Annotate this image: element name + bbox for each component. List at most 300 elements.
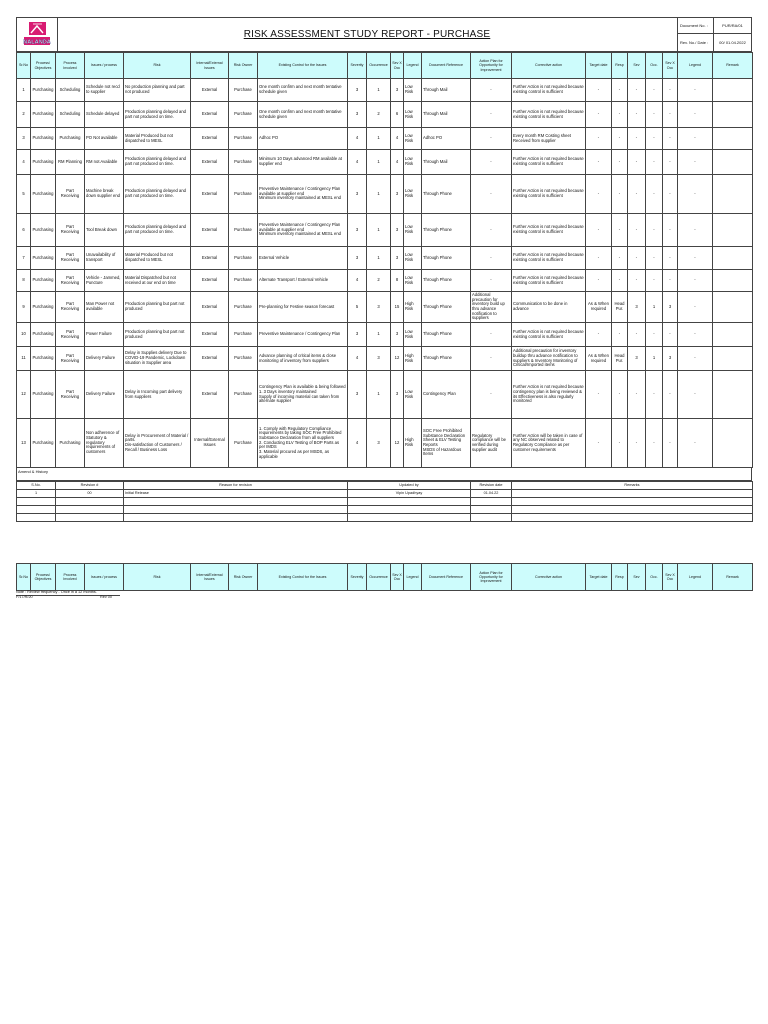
revision-cell-empty [512, 506, 753, 514]
cell-sev-x-occ: 4 [391, 128, 404, 150]
cell-revised-sev-x-occ: - [663, 419, 678, 468]
revision-cell-remarks [512, 490, 753, 498]
cell-document-reference: Through Phone [422, 323, 471, 347]
cell-revised-legend: - [678, 214, 713, 247]
cell-issue-type: External [191, 150, 229, 175]
cell-action-plan: - [471, 347, 512, 371]
cell-severity: 3 [348, 247, 367, 270]
column-header-corrective-action: Corrective action [512, 53, 586, 79]
column-header-corrective-action: Corrective action [512, 564, 586, 591]
cell-revised-legend: - [678, 150, 713, 175]
cell-target-date: - [586, 419, 612, 468]
cell-revised-sev-x-occ: - [663, 323, 678, 347]
risk-row [17, 292, 753, 323]
cell-revised-occ: - [646, 214, 663, 247]
cell-existing-control: Contingency Plan is available & being followed 1. 3 Days inventory maintained Supply of incoming material can taken from alternate supplier [258, 371, 348, 419]
cell-sr-no: 2 [17, 102, 31, 128]
revision-row [17, 490, 753, 498]
column-header-risk: Risk [124, 564, 191, 591]
cell-process-involved: Part Receiving [56, 371, 85, 419]
cell-corrective-action: Further Action is not required because existing control is sufficient [512, 270, 586, 292]
cell-risk: Production planning delayed and part not produced on time. [124, 214, 191, 247]
cell-revised-legend: - [678, 270, 713, 292]
cell-target-date: - [586, 79, 612, 102]
cell-risk-owner: Purchase [229, 419, 258, 468]
revision-header-updated-by: Updated by [348, 482, 471, 490]
cell-responsibility: - [612, 371, 628, 419]
cell-sev-x-occ: 4 [391, 150, 404, 175]
cell-revised-legend: - [678, 79, 713, 102]
cell-severity: 5 [348, 292, 367, 323]
revision-cell-revision-date: 01.04.22 [471, 490, 512, 498]
cell-document-reference: Through Mail [422, 102, 471, 128]
cell-process-involved: Part Receiving [56, 323, 85, 347]
report-title: RISK ASSESSMENT STUDY REPORT - PURCHASE [243, 29, 491, 40]
cell-occurrence: 1 [367, 128, 391, 150]
cell-risk-owner: Purchase [229, 102, 258, 128]
cell-occurrence: 1 [367, 150, 391, 175]
revision-cell-updated-by: Vipin Upadhyay [348, 490, 471, 498]
cell-legend: High Risk [404, 347, 422, 371]
cell-issue: PO Not available [85, 128, 124, 150]
cell-revised-sev: - [628, 79, 646, 102]
cell-responsibility: - [612, 247, 628, 270]
cell-issue: Delivery Failure [85, 371, 124, 419]
cell-revised-sev-x-occ: - [663, 150, 678, 175]
column-header-occurrence: Occurrence [367, 53, 391, 79]
revision-cell-empty [17, 514, 56, 522]
risk-row [17, 323, 753, 347]
column-header-legend: Legend [404, 53, 422, 79]
cell-revised-occ: - [646, 79, 663, 102]
cell-responsibility: - [612, 214, 628, 247]
cell-issue: Machine break down supplier end [85, 175, 124, 214]
column-header-responsibility: Resp [612, 53, 628, 79]
cell-legend: High Risk [404, 292, 422, 323]
risk-row [17, 150, 753, 175]
cell-revised-sev: - [628, 150, 646, 175]
cell-action-plan: - [471, 247, 512, 270]
cell-corrective-action: Further Action will be taken in case of any NC observed related to Regulatory Compliance as per customer requirements [512, 419, 586, 468]
cell-corrective-action: Further Action is not required because existing control is sufficient [512, 79, 586, 102]
cell-action-plan: - [471, 270, 512, 292]
cell-issue-type: Internal/External Issues [191, 419, 229, 468]
cell-legend: Low Risk [404, 150, 422, 175]
cell-revised-occ: - [646, 419, 663, 468]
cell-sev-x-occ: 3 [391, 175, 404, 214]
cell-severity: 3 [348, 214, 367, 247]
cell-risk: Production planning delayed and part not produced on time. [124, 102, 191, 128]
cell-document-reference: Through Mail [422, 79, 471, 102]
form-footer [16, 595, 120, 601]
column-header-document-reference: Document Reference [422, 564, 471, 591]
cell-sev-x-occ: 12 [391, 347, 404, 371]
cell-process-involved: Part Receiving [56, 175, 85, 214]
column-header-revised-occ: Occ. [646, 564, 663, 591]
cell-corrective-action: Further Action is not required because existing control is sufficient [512, 323, 586, 347]
cell-process-involved: RM Planning [56, 150, 85, 175]
cell-risk-owner: Purchase [229, 79, 258, 102]
cell-risk: Delay in Procurement of Material / parts. Dis-satisfaction of Customers / Recall / Business Loss [124, 419, 191, 468]
column-header-responsibility: Resp [612, 564, 628, 591]
cell-sr-no: 11 [17, 347, 31, 371]
column-header-legend: Legend [404, 564, 422, 591]
cell-revised-sev: - [628, 247, 646, 270]
cell-action-plan: Additional precaution for inventory build up thru advance notification to suppliers [471, 292, 512, 323]
revision-cell-empty [348, 506, 471, 514]
cell-issue-type: External [191, 79, 229, 102]
cell-responsibility: - [612, 175, 628, 214]
cell-remark [713, 247, 753, 270]
cell-remark [713, 150, 753, 175]
column-header-revised-legend: Legend [678, 564, 713, 591]
cell-existing-control: Preventive Maintenance / Contingency Plan [258, 323, 348, 347]
cell-process-objectives: Purchasing [31, 175, 56, 214]
cell-legend: Low Risk [404, 102, 422, 128]
cell-sr-no: 7 [17, 247, 31, 270]
cell-target-date: As & When required [586, 347, 612, 371]
cell-legend: Low Risk [404, 247, 422, 270]
cell-process-involved: Scheduling [56, 102, 85, 128]
cell-risk-owner: Purchase [229, 214, 258, 247]
column-header-action-plan: Action Plan for Opportunity for Improvement [471, 564, 512, 591]
cell-severity: 4 [348, 270, 367, 292]
column-header-target-date: Target date [586, 564, 612, 591]
cell-remark [713, 128, 753, 150]
revision-cell-empty [512, 514, 753, 522]
cell-sr-no: 8 [17, 270, 31, 292]
cell-action-plan: - [471, 79, 512, 102]
cell-sev-x-occ: 3 [391, 214, 404, 247]
form-revision: Rev 00 [100, 595, 113, 599]
cell-remark [713, 323, 753, 347]
cell-issue: Delivery Failure [85, 347, 124, 371]
cell-legend: Low Risk [404, 371, 422, 419]
cell-process-involved: Part Receiving [56, 270, 85, 292]
cell-sr-no: 4 [17, 150, 31, 175]
cell-responsibility: - [612, 150, 628, 175]
revision-cell-empty [124, 506, 348, 514]
cell-risk-owner: Purchase [229, 150, 258, 175]
cell-occurrence: 1 [367, 371, 391, 419]
cell-action-plan: - [471, 214, 512, 247]
cell-responsibility: Head Pur. [612, 347, 628, 371]
column-header-revised-sev: Sev [628, 53, 646, 79]
cell-process-objectives: Purchasing [31, 347, 56, 371]
revision-header-revision-date: Revision date [471, 482, 512, 490]
cell-target-date: - [586, 150, 612, 175]
cell-risk: Production planning but part not produced [124, 292, 191, 323]
revision-date-label: Rev. No./ Date : [677, 34, 713, 51]
cell-process-objectives: Purchasing [31, 79, 56, 102]
cell-revised-legend: - [678, 128, 713, 150]
logo-cell [17, 18, 58, 51]
cell-target-date: - [586, 323, 612, 347]
cell-target-date: - [586, 371, 612, 419]
revision-cell-reason: Initial Release [124, 490, 348, 498]
cell-revised-occ: - [646, 150, 663, 175]
cell-revised-sev-x-occ: 3 [663, 347, 678, 371]
risk-row [17, 371, 753, 419]
cell-corrective-action: Further Action is not required because existing control is sufficient [512, 214, 586, 247]
cell-action-plan: - [471, 175, 512, 214]
column-header-sr-no: Sr.No [17, 564, 31, 591]
cell-sev-x-occ: 15 [391, 292, 404, 323]
cell-legend: High Risk [404, 419, 422, 468]
revision-cell-empty [512, 498, 753, 506]
cell-severity: 4 [348, 419, 367, 468]
cell-risk-owner: Purchase [229, 247, 258, 270]
revision-cell-empty [348, 514, 471, 522]
cell-severity: 4 [348, 128, 367, 150]
cell-process-objectives: Purchasing [31, 102, 56, 128]
cell-process-involved: Scheduling [56, 79, 85, 102]
risk-row [17, 214, 753, 247]
cell-issue-type: External [191, 175, 229, 214]
cell-revised-occ: - [646, 371, 663, 419]
column-header-issue-type: Internal/External Issues [191, 53, 229, 79]
cell-issue-type: External [191, 371, 229, 419]
cell-corrective-action: Every month RM Costing sheet Received from supplier [512, 128, 586, 150]
cell-revised-sev-x-occ: - [663, 175, 678, 214]
cell-target-date: - [586, 214, 612, 247]
cell-remark [713, 102, 753, 128]
cell-revised-sev: - [628, 214, 646, 247]
column-header-action-plan: Action Plan for Opportunity for Improvement [471, 53, 512, 79]
cell-process-involved: Part Receiving [56, 292, 85, 323]
cell-occurrence: 3 [367, 347, 391, 371]
cell-remark [713, 270, 753, 292]
cell-risk-owner: Purchase [229, 292, 258, 323]
cell-revised-legend: - [678, 292, 713, 323]
cell-document-reference: Through Phone [422, 214, 471, 247]
cell-severity: 4 [348, 150, 367, 175]
column-header-revised-occ: Occ. [646, 53, 663, 79]
cell-existing-control: Pre-planning for Festive season forecast [258, 292, 348, 323]
cell-risk: Production planning delayed and part not produced on time. [124, 175, 191, 214]
cell-process-objectives: Purchasing [31, 292, 56, 323]
column-header-revised-sev: Sev [628, 564, 646, 591]
cell-revised-sev-x-occ: - [663, 79, 678, 102]
cell-action-plan: - [471, 150, 512, 175]
cell-occurrence: 2 [367, 270, 391, 292]
revision-header-revision-no: Revision # [56, 482, 124, 490]
cell-revised-legend: - [678, 419, 713, 468]
cell-action-plan: - [471, 102, 512, 128]
cell-revised-legend: - [678, 347, 713, 371]
cell-existing-control: One month confirm and next month tentative schedule given [258, 79, 348, 102]
column-header-process-objectives: Process/ Objectives [31, 564, 56, 591]
cell-revised-sev: - [628, 371, 646, 419]
cell-remark [713, 175, 753, 214]
risk-table-header-row [17, 53, 753, 79]
column-header-remark: Remark [713, 564, 753, 591]
cell-risk: Delay in Incoming part delivery from suppliers [124, 371, 191, 419]
cell-risk: Material Produced but not dispatched to MESL [124, 247, 191, 270]
cell-severity: 3 [348, 323, 367, 347]
cell-sr-no: 12 [17, 371, 31, 419]
revision-cell-empty [124, 498, 348, 506]
revision-cell-sno: 1 [17, 490, 56, 498]
cell-existing-control: Preventive Maintenance / Contingency Plan available at supplier end Minimum inventory maintained at MESL end [258, 175, 348, 214]
cell-sev-x-occ: 12 [391, 419, 404, 468]
cell-risk: Production planning delayed and part not produced on time. [124, 150, 191, 175]
cell-sev-x-occ: 3 [391, 371, 404, 419]
column-header-severity: Severity [348, 564, 367, 591]
cell-revised-legend: - [678, 247, 713, 270]
cell-risk: No production planning and part not produced [124, 79, 191, 102]
cell-process-objectives: Purchasing [31, 371, 56, 419]
nalanda-logo [21, 21, 53, 49]
cell-severity: 3 [348, 79, 367, 102]
cell-responsibility: Head Pur. [612, 292, 628, 323]
cell-issue-type: External [191, 128, 229, 150]
cell-revised-sev: - [628, 128, 646, 150]
revision-cell-empty [17, 506, 56, 514]
cell-responsibility: - [612, 323, 628, 347]
cell-revised-sev: - [628, 175, 646, 214]
cell-revised-sev: 3 [628, 347, 646, 371]
cell-action-plan: Regulatory compliance will be verified during supplier audit [471, 419, 512, 468]
risk-row [17, 419, 753, 468]
cell-legend: Low Risk [404, 175, 422, 214]
cell-severity: 3 [348, 371, 367, 419]
cell-sr-no: 6 [17, 214, 31, 247]
cell-risk-owner: Purchase [229, 128, 258, 150]
column-header-sev-x-occ: Sev X Occ [391, 53, 404, 79]
document-no-value: PUR/RA/01 [713, 18, 751, 34]
cell-occurrence: 1 [367, 79, 391, 102]
cell-process-involved: Part Receiving [56, 214, 85, 247]
column-header-risk: Risk [124, 53, 191, 79]
cell-risk-owner: Purchase [229, 347, 258, 371]
cell-remark [713, 371, 753, 419]
cell-target-date: - [586, 102, 612, 128]
cell-process-objectives: Purchasing [31, 419, 56, 468]
column-header-issue: Issues / process [85, 53, 124, 79]
cell-action-plan: - [471, 371, 512, 419]
cell-target-date: - [586, 175, 612, 214]
cell-corrective-action: Additional precaution for inventory buildup thru advance notification to suppliers & Inventory Monitoring of Critical/Imported items [512, 347, 586, 371]
cell-revised-sev: - [628, 323, 646, 347]
revision-cell-revision-no: 00 [56, 490, 124, 498]
cell-existing-control: 1. Comply with Regulatory Compliance requirements by taking SOC Free Prohibited Substance Declaration from all suppliers 2. Conducting ELV Testing of BOP Parts as per IMDS 3. Material procured as per MSDS, as applicable [258, 419, 348, 468]
cell-process-involved: Purchasing [56, 419, 85, 468]
cell-process-objectives: Purchasing [31, 214, 56, 247]
cell-issue: Unavailability of transport [85, 247, 124, 270]
cell-document-reference: SOC Free Prohibited Substance Declaration Sheet & ELV Testing Reports MSDS of Hazardous Items [422, 419, 471, 468]
cell-revised-occ: - [646, 128, 663, 150]
cell-legend: Low Risk [404, 79, 422, 102]
title-cell [57, 18, 677, 51]
cell-corrective-action: Further Action is not required because existing control is sufficient [512, 102, 586, 128]
cell-target-date: As & When required [586, 292, 612, 323]
cell-responsibility: - [612, 419, 628, 468]
cell-sr-no: 9 [17, 292, 31, 323]
column-header-sev-x-occ: Sev X Occ [391, 564, 404, 591]
cell-remark [713, 347, 753, 371]
cell-legend: Low Risk [404, 214, 422, 247]
logo-text: NALANDA [23, 38, 51, 45]
revision-header-row [17, 482, 753, 490]
cell-risk-owner: Purchase [229, 270, 258, 292]
cell-target-date: - [586, 270, 612, 292]
revision-header-reason: Reason for revision [124, 482, 348, 490]
document-no-label: Document No. : [677, 18, 713, 34]
cell-risk: Material Dispatched but not received at our end on time [124, 270, 191, 292]
cell-severity: 4 [348, 347, 367, 371]
cell-issue: RM not Available [85, 150, 124, 175]
cell-document-reference: Through Phone [422, 270, 471, 292]
cell-sev-x-occ: 8 [391, 270, 404, 292]
cell-revised-sev-x-occ: - [663, 214, 678, 247]
revision-row-empty [17, 498, 753, 506]
risk-assessment-table [16, 52, 753, 468]
cell-issue-type: External [191, 270, 229, 292]
report-header [16, 17, 752, 52]
cell-revised-occ: - [646, 102, 663, 128]
cell-remark [713, 419, 753, 468]
form-code: F/17/R/20 [16, 595, 33, 599]
cell-responsibility: - [612, 128, 628, 150]
cell-corrective-action: Communication to be done in advance [512, 292, 586, 323]
revision-cell-empty [471, 514, 512, 522]
cell-sev-x-occ: 3 [391, 247, 404, 270]
cell-occurrence: 2 [367, 102, 391, 128]
risk-row [17, 347, 753, 371]
risk-row [17, 175, 753, 214]
revision-cell-empty [348, 498, 471, 506]
cell-risk-owner: Purchase [229, 323, 258, 347]
cell-revised-occ: - [646, 175, 663, 214]
cell-risk: Production planning but part not produced [124, 323, 191, 347]
cell-revised-occ: 1 [646, 347, 663, 371]
cell-issue-type: External [191, 247, 229, 270]
cell-target-date: - [586, 247, 612, 270]
column-header-revised-legend: Legend [678, 53, 713, 79]
column-header-process-involved: Process Involved [56, 53, 85, 79]
column-header-occurrence: Occurrence [367, 564, 391, 591]
cell-risk-owner: Purchase [229, 371, 258, 419]
cell-revised-occ: - [646, 323, 663, 347]
column-header-issue: Issues / process [85, 564, 124, 591]
cell-sev-x-occ: 6 [391, 102, 404, 128]
cell-revised-legend: - [678, 175, 713, 214]
column-header-risk-owner: Risk Owner [229, 53, 258, 79]
risk-row [17, 128, 753, 150]
cell-occurrence: 1 [367, 247, 391, 270]
cell-action-plan: - [471, 128, 512, 150]
cell-process-involved: Part Receiving [56, 247, 85, 270]
amend-history-label: Amend & History [16, 467, 752, 481]
cell-legend: Low Risk [404, 323, 422, 347]
cell-existing-control: Alternate Transport / External Vehicle [258, 270, 348, 292]
cell-issue: Schedule delayed [85, 102, 124, 128]
cell-risk-owner: Purchase [229, 175, 258, 214]
cell-existing-control: External Vehicle [258, 247, 348, 270]
cell-remark [713, 292, 753, 323]
cell-sev-x-occ: 3 [391, 79, 404, 102]
revision-cell-empty [17, 498, 56, 506]
cell-corrective-action: Further Action is not required because existing control is sufficient [512, 247, 586, 270]
revision-cell-empty [56, 498, 124, 506]
cell-severity: 3 [348, 175, 367, 214]
cell-issue: Power Failure [85, 323, 124, 347]
column-header-risk-owner: Risk Owner [229, 564, 258, 591]
cell-revised-sev-x-occ: 3 [663, 292, 678, 323]
revision-history-table [16, 481, 753, 522]
cell-revised-legend: - [678, 371, 713, 419]
